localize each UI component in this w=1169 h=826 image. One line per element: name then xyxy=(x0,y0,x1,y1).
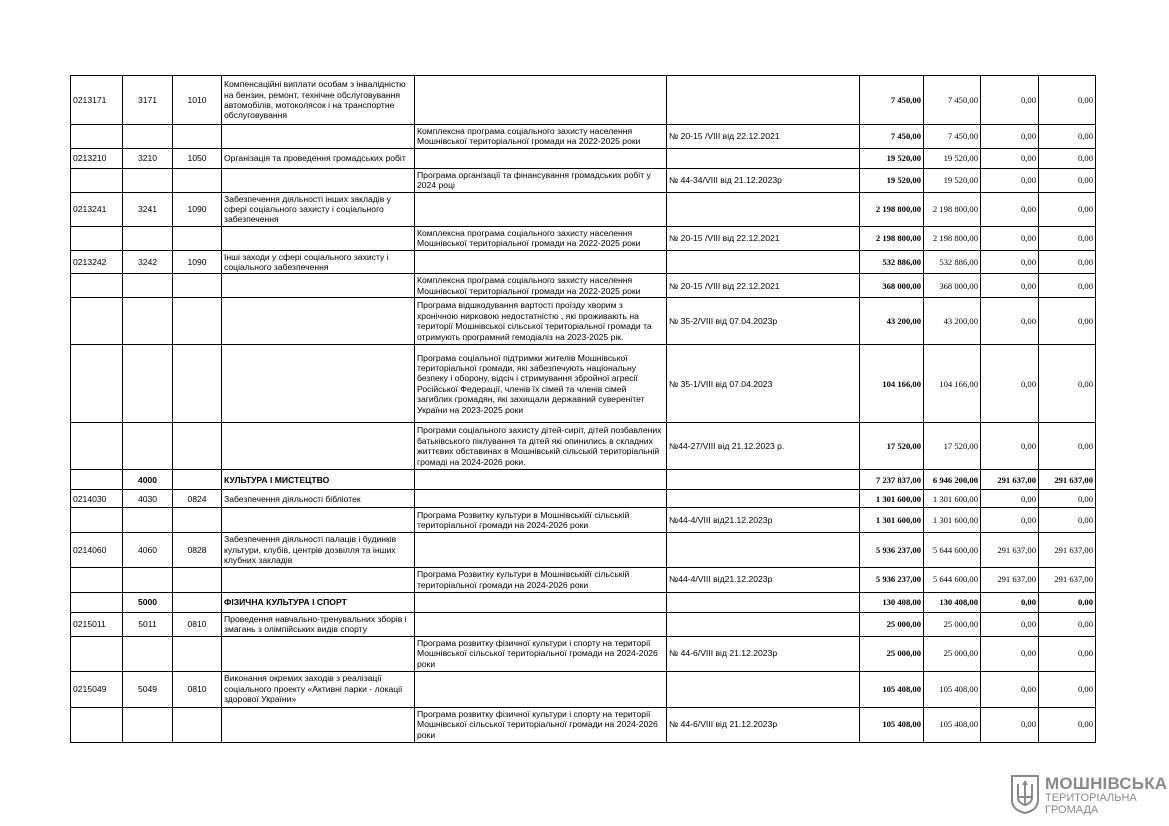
decision-cell: №44-27/VIII від 21.12.2023 р. xyxy=(667,423,860,470)
decision-cell xyxy=(667,148,860,168)
general-fund-cell: 105 408,00 xyxy=(924,707,981,742)
name-cell xyxy=(222,508,415,533)
kpkv-cell: 0215049 xyxy=(71,671,123,707)
name-cell: Проведення навчально-тренувальних зборів і змагань з олімпійських видів спорту xyxy=(222,612,415,636)
decision-cell xyxy=(667,592,860,612)
program-cell xyxy=(415,592,667,612)
kfk-cell xyxy=(173,592,222,612)
table-row xyxy=(71,490,1096,508)
special-fund-cell: 291 637,00 xyxy=(981,567,1039,592)
name-cell xyxy=(222,226,415,250)
kfk-cell xyxy=(173,226,222,250)
program-row xyxy=(71,423,1096,470)
development-budget-cell: 0,00 xyxy=(1039,592,1096,612)
name-cell: Організація та проведення громадських робіт xyxy=(222,148,415,168)
general-fund-cell: 2 198 800,00 xyxy=(924,192,981,226)
total-cell: 5 936 237,00 xyxy=(860,533,924,567)
program-cell: Програма Розвитку культури в Мошнівськійї сільській територіальної громади на 2024-2026 роки xyxy=(415,567,667,592)
decision-cell xyxy=(667,250,860,274)
kfk-cell: 1050 xyxy=(173,148,222,168)
name-cell xyxy=(222,298,415,345)
decision-cell: № 20-15 /VIII від 22.12.2021 xyxy=(667,125,860,149)
name-cell xyxy=(222,274,415,298)
total-cell: 2 198 800,00 xyxy=(860,192,924,226)
total-cell: 105 408,00 xyxy=(860,671,924,707)
name-cell xyxy=(222,707,415,742)
decision-cell: № 44-34/VIII від 21.12.2023р xyxy=(667,168,860,192)
development-budget-cell: 0,00 xyxy=(1039,76,1096,125)
logo-line-3: ГРОМАДА xyxy=(1045,804,1099,816)
table-body xyxy=(71,76,1096,743)
budget-programs-table xyxy=(70,75,1096,743)
kfk-cell: 1010 xyxy=(173,76,222,125)
trident-shield-icon xyxy=(1010,774,1040,814)
general-fund-cell: 19 520,00 xyxy=(924,168,981,192)
name-cell xyxy=(222,636,415,671)
kpkv-cell xyxy=(71,168,123,192)
kpkv-cell xyxy=(71,707,123,742)
program-row xyxy=(71,567,1096,592)
special-fund-cell: 0,00 xyxy=(981,636,1039,671)
logo-line-1: МОШНІВСЬКА xyxy=(1045,774,1168,793)
total-cell: 130 408,00 xyxy=(860,592,924,612)
general-fund-cell: 25 000,00 xyxy=(924,612,981,636)
kfk-cell xyxy=(173,423,222,470)
name-cell: Забезпечення діяльності бібліотек xyxy=(222,490,415,508)
community-logo xyxy=(1010,770,1168,818)
program-cell xyxy=(415,148,667,168)
program-cell: Програма соціальної підтримки жителів Мошнівської територіальної громади, які забезпечують національну безпеку і оборону, відсіч і стримування збройної агресії Російської Федерації, членів їх сімей та членів сімей загиблих громадян, які захищали державний суверенітет України на 2023-2025 роки xyxy=(415,345,667,423)
table-row xyxy=(71,612,1096,636)
general-fund-cell: 1 301 600,00 xyxy=(924,490,981,508)
kpkv-cell xyxy=(71,470,123,490)
program-row xyxy=(71,168,1096,192)
development-budget-cell: 0,00 xyxy=(1039,148,1096,168)
general-fund-cell: 5 644 600,00 xyxy=(924,567,981,592)
kvk-cell: 3241 xyxy=(123,192,173,226)
total-cell: 105 408,00 xyxy=(860,707,924,742)
table-row xyxy=(71,671,1096,707)
table-row xyxy=(71,148,1096,168)
special-fund-cell: 0,00 xyxy=(981,168,1039,192)
decision-cell xyxy=(667,612,860,636)
kvk-cell xyxy=(123,125,173,149)
general-fund-cell: 5 644 600,00 xyxy=(924,533,981,567)
kpkv-cell: 0213241 xyxy=(71,192,123,226)
program-cell xyxy=(415,612,667,636)
program-cell xyxy=(415,490,667,508)
decision-cell: № 20-15 /VIII від 22.12.2021 xyxy=(667,274,860,298)
name-cell xyxy=(222,168,415,192)
kvk-cell xyxy=(123,423,173,470)
kvk-cell xyxy=(123,226,173,250)
total-cell: 1 301 600,00 xyxy=(860,490,924,508)
special-fund-cell: 0,00 xyxy=(981,345,1039,423)
development-budget-cell: 291 637,00 xyxy=(1039,470,1096,490)
kvk-cell xyxy=(123,508,173,533)
program-row xyxy=(71,274,1096,298)
total-cell: 19 520,00 xyxy=(860,168,924,192)
kpkv-cell xyxy=(71,125,123,149)
development-budget-cell: 0,00 xyxy=(1039,226,1096,250)
special-fund-cell: 0,00 xyxy=(981,508,1039,533)
total-cell: 7 237 837,00 xyxy=(860,470,924,490)
general-fund-cell: 7 450,00 xyxy=(924,76,981,125)
program-cell: Програма Розвитку культури в Мошнівськійї сільській територіальної громади на 2024-2026 роки xyxy=(415,508,667,533)
kvk-cell: 3210 xyxy=(123,148,173,168)
general-fund-cell: 7 450,00 xyxy=(924,125,981,149)
kvk-cell xyxy=(123,298,173,345)
section-row xyxy=(71,470,1096,490)
development-budget-cell: 0,00 xyxy=(1039,423,1096,470)
name-cell: Забезпечення діяльності інших закладів у сфері соціального захисту і соціального забезпечення xyxy=(222,192,415,226)
development-budget-cell: 0,00 xyxy=(1039,508,1096,533)
program-cell xyxy=(415,192,667,226)
special-fund-cell: 0,00 xyxy=(981,274,1039,298)
general-fund-cell: 532 886,00 xyxy=(924,250,981,274)
kfk-cell: 0824 xyxy=(173,490,222,508)
name-cell: Забезпечення діяльності палаців i будинків культури, клубів, центрів дозвілля та iнших клубних закладів xyxy=(222,533,415,567)
kvk-cell: 4030 xyxy=(123,490,173,508)
kvk-cell: 5000 xyxy=(123,592,173,612)
decision-cell: № 20-15 /VIII від 22.12.2021 xyxy=(667,226,860,250)
kfk-cell xyxy=(173,567,222,592)
program-cell: Програми соціального захисту дітей-сиріт, дітей позбавлених батьківського піклування та дітей які опинились в складних життєвих обставинах в Мошнівській сільській територіальній громаді на 2024-2026 роки. xyxy=(415,423,667,470)
total-cell: 19 520,00 xyxy=(860,148,924,168)
total-cell: 2 198 800,00 xyxy=(860,226,924,250)
kfk-cell: 1090 xyxy=(173,192,222,226)
special-fund-cell: 291 637,00 xyxy=(981,470,1039,490)
total-cell: 368 000,00 xyxy=(860,274,924,298)
kvk-cell: 3242 xyxy=(123,250,173,274)
general-fund-cell: 1 301 600,00 xyxy=(924,508,981,533)
kfk-cell xyxy=(173,470,222,490)
decision-cell xyxy=(667,490,860,508)
kfk-cell: 0810 xyxy=(173,671,222,707)
program-row xyxy=(71,508,1096,533)
kpkv-cell: 0213171 xyxy=(71,76,123,125)
kpkv-cell: 0214030 xyxy=(71,490,123,508)
decision-cell xyxy=(667,192,860,226)
development-budget-cell: 0,00 xyxy=(1039,345,1096,423)
kfk-cell xyxy=(173,298,222,345)
general-fund-cell: 2 198 800,00 xyxy=(924,226,981,250)
development-budget-cell: 0,00 xyxy=(1039,298,1096,345)
kvk-cell: 5049 xyxy=(123,671,173,707)
kvk-cell: 5011 xyxy=(123,612,173,636)
total-cell: 532 886,00 xyxy=(860,250,924,274)
kpkv-cell xyxy=(71,423,123,470)
kpkv-cell xyxy=(71,298,123,345)
program-cell: Програма організації та фінансування громадських робіт у 2024 році xyxy=(415,168,667,192)
name-cell: ФІЗИЧНА КУЛЬТУРА І СПОРТ xyxy=(222,592,415,612)
kfk-cell: 0828 xyxy=(173,533,222,567)
total-cell: 7 450,00 xyxy=(860,125,924,149)
special-fund-cell: 0,00 xyxy=(981,490,1039,508)
program-row xyxy=(71,298,1096,345)
general-fund-cell: 105 408,00 xyxy=(924,671,981,707)
kfk-cell xyxy=(173,168,222,192)
name-cell xyxy=(222,567,415,592)
decision-cell: № 44-6/VIII від 21.12.2023р xyxy=(667,636,860,671)
name-cell: КУЛЬТУРА І МИСТЕЦТВО xyxy=(222,470,415,490)
table-row xyxy=(71,533,1096,567)
program-cell: Програма розвитку фізичної культури і спорту на території Мошнівської сільської територіальної громади на 2024-2026 роки xyxy=(415,636,667,671)
development-budget-cell: 0,00 xyxy=(1039,125,1096,149)
kpkv-cell xyxy=(71,636,123,671)
name-cell: Інші заходи у сфері соціального захисту і соціального забезпечення xyxy=(222,250,415,274)
total-cell: 25 000,00 xyxy=(860,636,924,671)
decision-cell: № 44-6/VIII від 21.12.2023р xyxy=(667,707,860,742)
kpkv-cell xyxy=(71,345,123,423)
development-budget-cell: 0,00 xyxy=(1039,274,1096,298)
table-row xyxy=(71,250,1096,274)
kfk-cell xyxy=(173,707,222,742)
decision-cell xyxy=(667,671,860,707)
decision-cell: №44-4/VIII від21.12.2023р xyxy=(667,508,860,533)
development-budget-cell: 291 637,00 xyxy=(1039,567,1096,592)
kpkv-cell xyxy=(71,567,123,592)
program-row xyxy=(71,226,1096,250)
special-fund-cell: 0,00 xyxy=(981,226,1039,250)
development-budget-cell: 0,00 xyxy=(1039,636,1096,671)
kfk-cell xyxy=(173,274,222,298)
kvk-cell: 4000 xyxy=(123,470,173,490)
program-row xyxy=(71,125,1096,149)
kfk-cell xyxy=(173,125,222,149)
program-cell: Комплексна програма соціального захисту населення Мошнівської територіальної громади на 2022-2025 роки xyxy=(415,274,667,298)
program-cell xyxy=(415,250,667,274)
development-budget-cell: 0,00 xyxy=(1039,250,1096,274)
total-cell: 17 520,00 xyxy=(860,423,924,470)
general-fund-cell: 25 000,00 xyxy=(924,636,981,671)
special-fund-cell: 0,00 xyxy=(981,148,1039,168)
total-cell: 1 301 600,00 xyxy=(860,508,924,533)
special-fund-cell: 0,00 xyxy=(981,250,1039,274)
development-budget-cell: 0,00 xyxy=(1039,490,1096,508)
special-fund-cell: 0,00 xyxy=(981,125,1039,149)
kpkv-cell xyxy=(71,508,123,533)
development-budget-cell: 0,00 xyxy=(1039,671,1096,707)
special-fund-cell: 0,00 xyxy=(981,192,1039,226)
development-budget-cell: 0,00 xyxy=(1039,168,1096,192)
program-cell: Програма відшкодування вартості проїзду хворим з хронічною нирковою недостатністю , які проживають на території Мошнівської сільської територіальної громади та отримують програмний гемодіаліз на 2023-2025 рік. xyxy=(415,298,667,345)
program-cell xyxy=(415,470,667,490)
total-cell: 25 000,00 xyxy=(860,612,924,636)
kpkv-cell: 0213242 xyxy=(71,250,123,274)
name-cell: Виконання окремих заходів з реалізації соціального проекту «Активні парки - локації здорової України» xyxy=(222,671,415,707)
decision-cell xyxy=(667,470,860,490)
table-row xyxy=(71,76,1096,125)
special-fund-cell: 0,00 xyxy=(981,612,1039,636)
general-fund-cell: 104 166,00 xyxy=(924,345,981,423)
kfk-cell xyxy=(173,636,222,671)
program-cell xyxy=(415,76,667,125)
kpkv-cell: 0215011 xyxy=(71,612,123,636)
general-fund-cell: 6 946 200,00 xyxy=(924,470,981,490)
section-row xyxy=(71,592,1096,612)
general-fund-cell: 368 000,00 xyxy=(924,274,981,298)
development-budget-cell: 0,00 xyxy=(1039,192,1096,226)
decision-cell: №44-4/VIII від21.12.2023р xyxy=(667,567,860,592)
program-cell: Комплексна програма соціального захисту населення Мошнівської територіальної громади на 2022-2025 роки xyxy=(415,226,667,250)
name-cell xyxy=(222,345,415,423)
kvk-cell xyxy=(123,168,173,192)
kfk-cell: 1090 xyxy=(173,250,222,274)
decision-cell: № 35-1/VIII від 07.04.2023 xyxy=(667,345,860,423)
total-cell: 7 450,00 xyxy=(860,76,924,125)
kpkv-cell xyxy=(71,226,123,250)
special-fund-cell: 291 637,00 xyxy=(981,533,1039,567)
kpkv-cell: 0214060 xyxy=(71,533,123,567)
name-cell xyxy=(222,423,415,470)
kvk-cell: 4060 xyxy=(123,533,173,567)
name-cell xyxy=(222,125,415,149)
program-row xyxy=(71,345,1096,423)
decision-cell xyxy=(667,533,860,567)
general-fund-cell: 17 520,00 xyxy=(924,423,981,470)
kpkv-cell: 0213210 xyxy=(71,148,123,168)
special-fund-cell: 0,00 xyxy=(981,76,1039,125)
total-cell: 5 936 237,00 xyxy=(860,567,924,592)
table-row xyxy=(71,192,1096,226)
program-row xyxy=(71,636,1096,671)
name-cell: Компенсаційні виплати особам з інвалідністю на бензин, ремонт, технічне обслуговування автомобілів, мотоколясок і на транспортне обслуговування xyxy=(222,76,415,125)
logo-line-2: ТЕРИТОРІАЛЬНА xyxy=(1045,792,1137,804)
kfk-cell xyxy=(173,345,222,423)
general-fund-cell: 19 520,00 xyxy=(924,148,981,168)
total-cell: 43 200,00 xyxy=(860,298,924,345)
program-cell: Комплексна програма соціального захисту населення Мошнівської територіальної громади на 2022-2025 роки xyxy=(415,125,667,149)
special-fund-cell: 0,00 xyxy=(981,671,1039,707)
kpkv-cell xyxy=(71,592,123,612)
program-cell xyxy=(415,671,667,707)
program-cell: Програма розвитку фізичної культури і спорту на території Мошнівської сільської територіальної громади на 2024-2026 роки xyxy=(415,707,667,742)
general-fund-cell: 130 408,00 xyxy=(924,592,981,612)
program-cell xyxy=(415,533,667,567)
kvk-cell: 3171 xyxy=(123,76,173,125)
decision-cell xyxy=(667,76,860,125)
total-cell: 104 166,00 xyxy=(860,345,924,423)
special-fund-cell: 0,00 xyxy=(981,423,1039,470)
kvk-cell xyxy=(123,567,173,592)
special-fund-cell: 0,00 xyxy=(981,707,1039,742)
special-fund-cell: 0,00 xyxy=(981,298,1039,345)
development-budget-cell: 0,00 xyxy=(1039,707,1096,742)
development-budget-cell: 291 637,00 xyxy=(1039,533,1096,567)
kfk-cell: 0810 xyxy=(173,612,222,636)
kvk-cell xyxy=(123,707,173,742)
special-fund-cell: 0,00 xyxy=(981,592,1039,612)
kvk-cell xyxy=(123,345,173,423)
general-fund-cell: 43 200,00 xyxy=(924,298,981,345)
decision-cell: № 35-2/VIII від 07.04.2023р xyxy=(667,298,860,345)
program-row xyxy=(71,707,1096,742)
kpkv-cell xyxy=(71,274,123,298)
kvk-cell xyxy=(123,274,173,298)
kfk-cell xyxy=(173,508,222,533)
kvk-cell xyxy=(123,636,173,671)
development-budget-cell: 0,00 xyxy=(1039,612,1096,636)
